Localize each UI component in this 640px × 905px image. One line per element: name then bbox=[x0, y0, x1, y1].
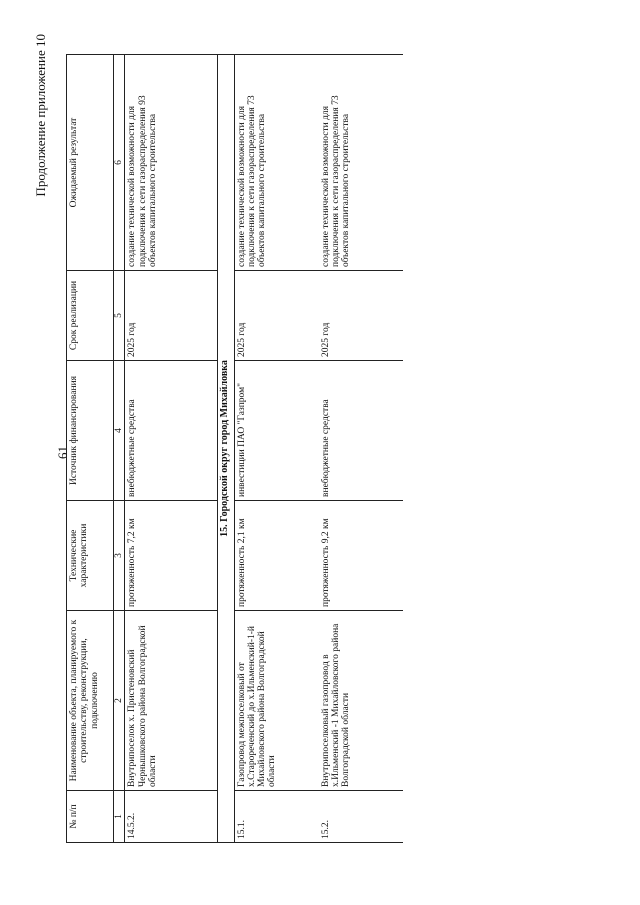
row-number: 14.5.2. bbox=[125, 791, 218, 843]
investment-table bbox=[66, 54, 403, 843]
col-number: 3 bbox=[114, 501, 125, 611]
col-header-name: Наименование объекта, планируемого к строительству, реконструкции, подключению bbox=[67, 611, 114, 791]
col-number: 1 bbox=[114, 791, 125, 843]
tech-spec: протяженность 9,2 км bbox=[319, 501, 403, 611]
implementation-term: 2025 год bbox=[319, 271, 403, 361]
row-number: 15.2. bbox=[319, 791, 403, 843]
col-number: 4 bbox=[114, 361, 125, 501]
col-header-num: № п/п bbox=[67, 791, 114, 843]
col-header-source: Источник финансирования bbox=[67, 361, 114, 501]
section-title: 15. Городской округ город Михайловка bbox=[218, 55, 234, 843]
page-number: 61 bbox=[55, 446, 70, 459]
expected-result: создание технической возможности для подключения к сети газораспределения 73 объектов капитального строительства bbox=[234, 55, 319, 271]
object-name: Газопровод межпоселковый от х.Старореченский до х.Ильменский-1-й Михайловского района Волгоградской области bbox=[234, 611, 319, 791]
col-number: 2 bbox=[114, 611, 125, 791]
object-name: Внутрипоселок х. Пристеновский Чернышковского района Волгоградской области bbox=[125, 611, 218, 791]
table-row bbox=[125, 55, 218, 843]
col-header-term: Срок реализации bbox=[67, 271, 114, 361]
expected-result: создание технической возможности для подключения к сети газораспределения 73 объектов капитального строительства bbox=[319, 55, 403, 271]
col-number: 6 bbox=[114, 55, 125, 271]
section-row bbox=[218, 55, 234, 843]
tech-spec: протяженность 7,2 км bbox=[125, 501, 218, 611]
table-header-row bbox=[67, 55, 114, 843]
expected-result: создание технической возможности для подключения к сети газораспределения 93 объектов капитального строительства bbox=[125, 55, 218, 271]
row-number: 15.1. bbox=[234, 791, 319, 843]
col-header-tech: Технические характеристики bbox=[67, 501, 114, 611]
funding-source: инвестиции ПАО "Газпром" bbox=[234, 361, 319, 501]
col-number: 5 bbox=[114, 271, 125, 361]
tech-spec: протяженность 2,1 км bbox=[234, 501, 319, 611]
table-row bbox=[234, 55, 319, 843]
implementation-term: 2025 год bbox=[125, 271, 218, 361]
implementation-term: 2025 год bbox=[234, 271, 319, 361]
col-header-result: Ожидаемый результат bbox=[67, 55, 114, 271]
object-name: Внутрипоселковый газопровод в х.Ильменский -1 Михайловского района Волгоградской области bbox=[319, 611, 403, 791]
table-row bbox=[319, 55, 403, 843]
column-number-row bbox=[114, 55, 125, 843]
funding-source: внебюджетные средства bbox=[125, 361, 218, 501]
appendix-label: Продолжение приложение 10 bbox=[33, 34, 48, 197]
funding-source: внебюджетные средства bbox=[319, 361, 403, 501]
